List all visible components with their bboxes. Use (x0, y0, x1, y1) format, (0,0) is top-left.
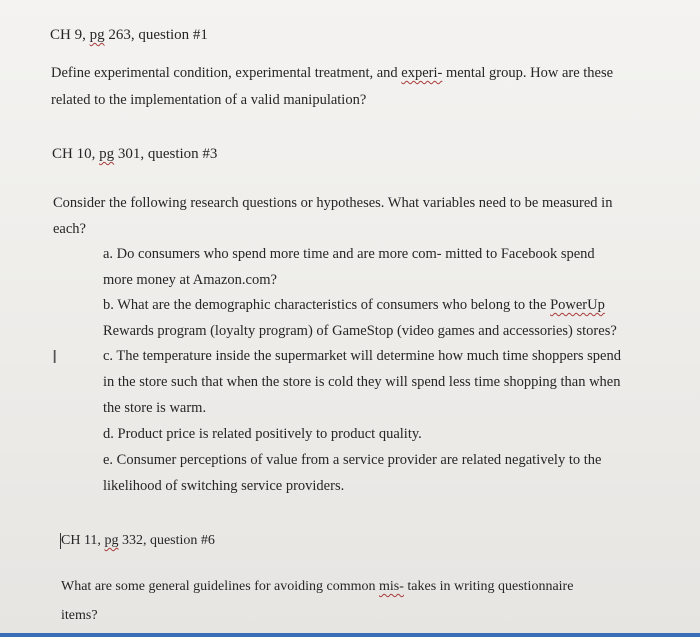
q2-intro-line-2: each? (53, 221, 86, 237)
spell-flag: PowerUp (550, 297, 605, 313)
item-c-line-2: in the store such that when the store is cold they will spend less time shopping than when (103, 374, 621, 390)
item-a-line-2: more money at Amazon.com? (103, 272, 277, 288)
item-e-line-1: e. Consumer perceptions of value from a service provider are related negatively to the (103, 452, 602, 468)
spell-flag: pg (104, 533, 119, 548)
accent-bar (0, 633, 700, 637)
item-c-line-1: c. The temperature inside the supermarket will determine how much time shoppers spend (103, 348, 621, 364)
text-cursor-icon: I (52, 347, 58, 368)
item-b-line-1: b. What are the demographic characteristics of consumers who belong to the PowerUp (103, 297, 605, 313)
q1-text-line-1: Define experimental condition, experimental treatment, and experi- mental group. How are these (51, 65, 614, 81)
spell-flag: pg (89, 27, 105, 43)
q2-intro-line-1: Consider the following research questions or hypotheses. What variables need to be measured in (53, 195, 613, 211)
q2-heading: CH 10, pg 301, question #3 (52, 146, 218, 162)
spell-flag: pg (99, 146, 115, 162)
q3-text-line-2: items? (61, 608, 98, 623)
q3-text-line-1: What are some general guidelines for avoiding common mis- takes in writing questionnaire (61, 579, 574, 594)
item-e-line-2: likelihood of switching service providers. (103, 478, 345, 494)
item-d-line-1: d. Product price is related positively to product quality. (103, 426, 422, 442)
q3-heading: CH 11, pg 332, question #6 (61, 533, 215, 548)
item-c-line-3: the store is warm. (103, 400, 207, 416)
spell-flag: experi- (401, 65, 443, 81)
q1-heading: CH 9, pg 263, question #1 (50, 27, 208, 43)
item-b-line-2: Rewards program (loyalty program) of GameStop (video games and accessories) stores? (103, 323, 617, 339)
q1-text-line-2: related to the implementation of a valid manipulation? (51, 92, 367, 108)
item-a-line-1: a. Do consumers who spend more time and are more com- mitted to Facebook spend (103, 246, 595, 262)
spell-flag: mis- (379, 579, 404, 594)
